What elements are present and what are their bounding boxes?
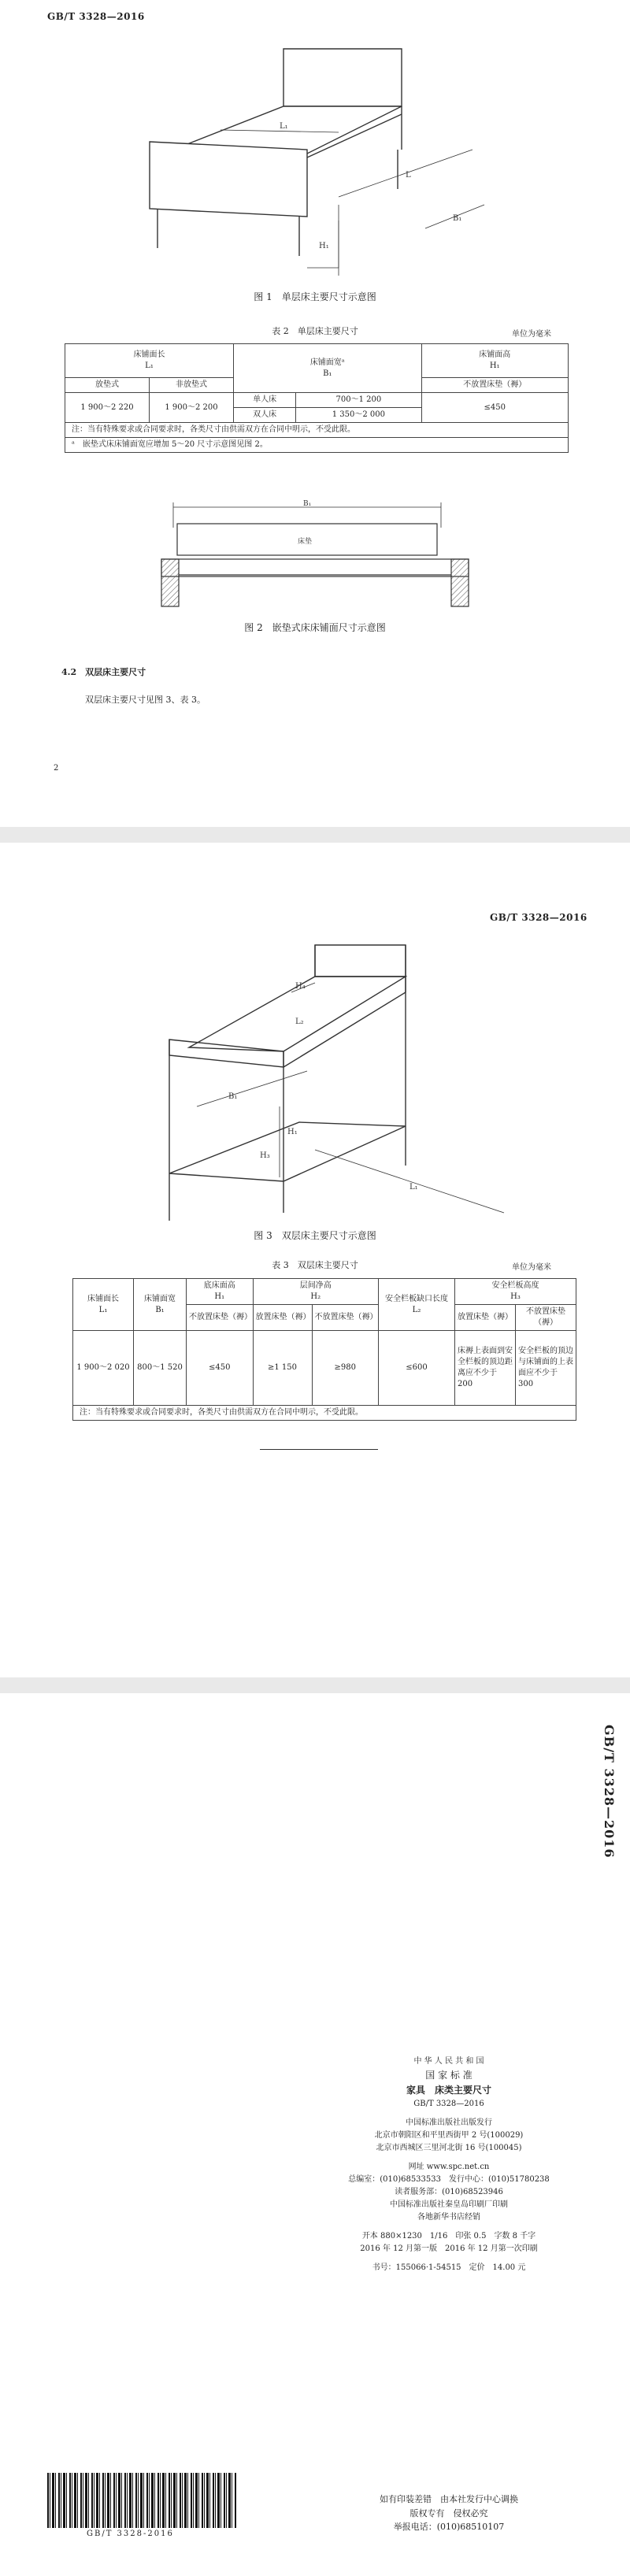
cell-v4b: ≥980 (312, 1331, 379, 1406)
dim-label-l1: L₁ (280, 122, 288, 131)
spine-standard-number: GB/T 3328—2016 (602, 1725, 617, 1859)
th-no-mat-height: 不放置床垫（褥） (421, 378, 569, 393)
th-with-mat: 放垫式 (65, 378, 150, 393)
table-3-title: 表 3 双层床主要尺寸 (272, 1260, 358, 1270)
end-rule (260, 1449, 378, 1450)
footer-block: 如有印装差错 由本社发行中心调换 版权专有 侵权必究 举报电话：(010)68510107 (380, 2494, 518, 2533)
svg-text:H₄: H₄ (295, 982, 306, 991)
table-2-title: 表 2 单层床主要尺寸 (272, 326, 358, 336)
cell-len1: 1 900～2 220 (65, 393, 150, 423)
cell-height-val: ≤450 (421, 393, 569, 423)
fig2-label-mat: 床垫 (298, 538, 313, 546)
figure-2-caption: 图 2 嵌垫式床床铺面尺寸示意图 (244, 622, 386, 633)
table-2-footnote: ᵃ 嵌垫式床床铺面宽应增加 5～20 尺寸示意图见图 2。 (65, 438, 569, 453)
svg-text:L₁: L₁ (410, 1183, 418, 1192)
fig2-label-b: B₁ (303, 500, 312, 508)
page-3 (0, 1693, 630, 2576)
th-width: 床铺面宽ᵃ (309, 358, 345, 367)
cell-v5: ≤600 (379, 1331, 455, 1406)
table-3-note: 注：当有特殊要求或合同要求时，各类尺寸由供需双方在合同中明示，不受此限。 (73, 1406, 576, 1421)
mattress-figure (150, 496, 496, 614)
th-height-sym: H₁ (489, 361, 500, 370)
table-3-unit: 单位为毫米 (512, 1263, 551, 1272)
cell-v3: ≤450 (187, 1331, 254, 1406)
svg-text:B₁: B₁ (228, 1092, 238, 1101)
table-3: 床铺面长 L₁ 床铺面宽 B₁ 底床面高 H₁ 层间净高 H₂ 安全栏板缺口长度 L₂ 安全栏板高度 H₃ 不放置床垫（褥） 放置床垫（褥） 不放置床垫（褥） 放置床垫（褥） 不放置床垫（褥） 1 900～2 020 800～1 520 ≤450 ≥1 150 ≥980 ≤600 床褥上表面到安全栏板的顶边距离应不少于 200 安全栏板的顶边与床铺面的上表面应不少于 300 注：当有特殊要求或合同要求时，各类尺寸由供需双方在合同中明示，不受此限。 (72, 1278, 576, 1421)
svg-text:H₃: H₃ (260, 1151, 270, 1160)
section-4-2-text: 双层床主要尺寸见图 3、表 3。 (85, 695, 206, 705)
section-4-2-heading: 4.2 双层床主要尺寸 (61, 667, 146, 677)
cell-double: 双人床 (234, 408, 296, 423)
cell-v2: 800～1 520 (134, 1331, 187, 1406)
th-no-mat: 非放垫式 (150, 378, 234, 393)
svg-text:H₁: H₁ (287, 1128, 298, 1136)
cell-single: 单人床 (234, 393, 296, 408)
svg-text:B₁: B₁ (453, 214, 462, 223)
table-2-unit: 单位为毫米 (512, 330, 551, 339)
svg-text:L₂: L₂ (295, 1017, 304, 1026)
page-2 (0, 843, 630, 1677)
th-height: 床铺面高 (479, 350, 511, 359)
svg-text:H₁: H₁ (319, 242, 329, 250)
page-number: 2 (54, 764, 59, 773)
publisher-block: 中 华 人 民 共 和 国 国 家 标 准 家具 床类主要尺寸 GB/T 3328—2016 中国标准出版社出版发行 北京市朝阳区和平里西街甲 2 号(100029) 北京市西城区三里河北街 16 号(100045) 网址 www.spc.net.cn 总编室：(010)68533533 发行中心：(010)51780238 读者服务部：(010)68523946 中国标准出版社秦皇岛印刷厂印刷 各地新华书店经销 开本 880×1230 1/16 印张 0.5 字数 8 千字 2016 年 12 月第一版 2016 年 12 月第一次印刷 书号：155066·1-54515 定价 14.00 元 (348, 2057, 550, 2273)
th-length: 床铺面长 (133, 350, 165, 359)
svg-text:L: L (406, 171, 411, 180)
th-length-sym: L₁ (145, 361, 154, 370)
barcode-image (47, 2473, 236, 2528)
standard-number: GB/T 3328—2016 (47, 11, 145, 22)
table-2-note: 注：当有特殊要求或合同要求时，各类尺寸由供需双方在合同中明示，不受此限。 (65, 423, 569, 438)
barcode-text: GB/T 3328-2016 (87, 2530, 174, 2538)
cell-v6b: 安全栏板的顶边与床铺面的上表面应不少于 300 (516, 1331, 576, 1406)
cell-len2: 1 900～2 200 (150, 393, 234, 423)
cell-single-w: 700～1 200 (296, 393, 421, 408)
cell-double-w: 1 350～2 000 (296, 408, 421, 423)
th-width-sym: B₁ (323, 369, 332, 378)
figure-1-caption: 图 1 单层床主要尺寸示意图 (254, 291, 376, 302)
figure-3-caption: 图 3 双层床主要尺寸示意图 (254, 1230, 376, 1241)
cell-v4a: ≥1 150 (253, 1331, 312, 1406)
cell-v1: 1 900～2 020 (73, 1331, 134, 1406)
bunk-bed-figure (126, 929, 520, 1221)
cell-v6a: 床褥上表面到安全栏板的顶边距离应不少于 200 (455, 1331, 516, 1406)
page-1 (0, 0, 630, 827)
single-bed-figure (102, 32, 528, 284)
table-2 (65, 343, 569, 453)
standard-number-2: GB/T 3328—2016 (490, 912, 587, 923)
